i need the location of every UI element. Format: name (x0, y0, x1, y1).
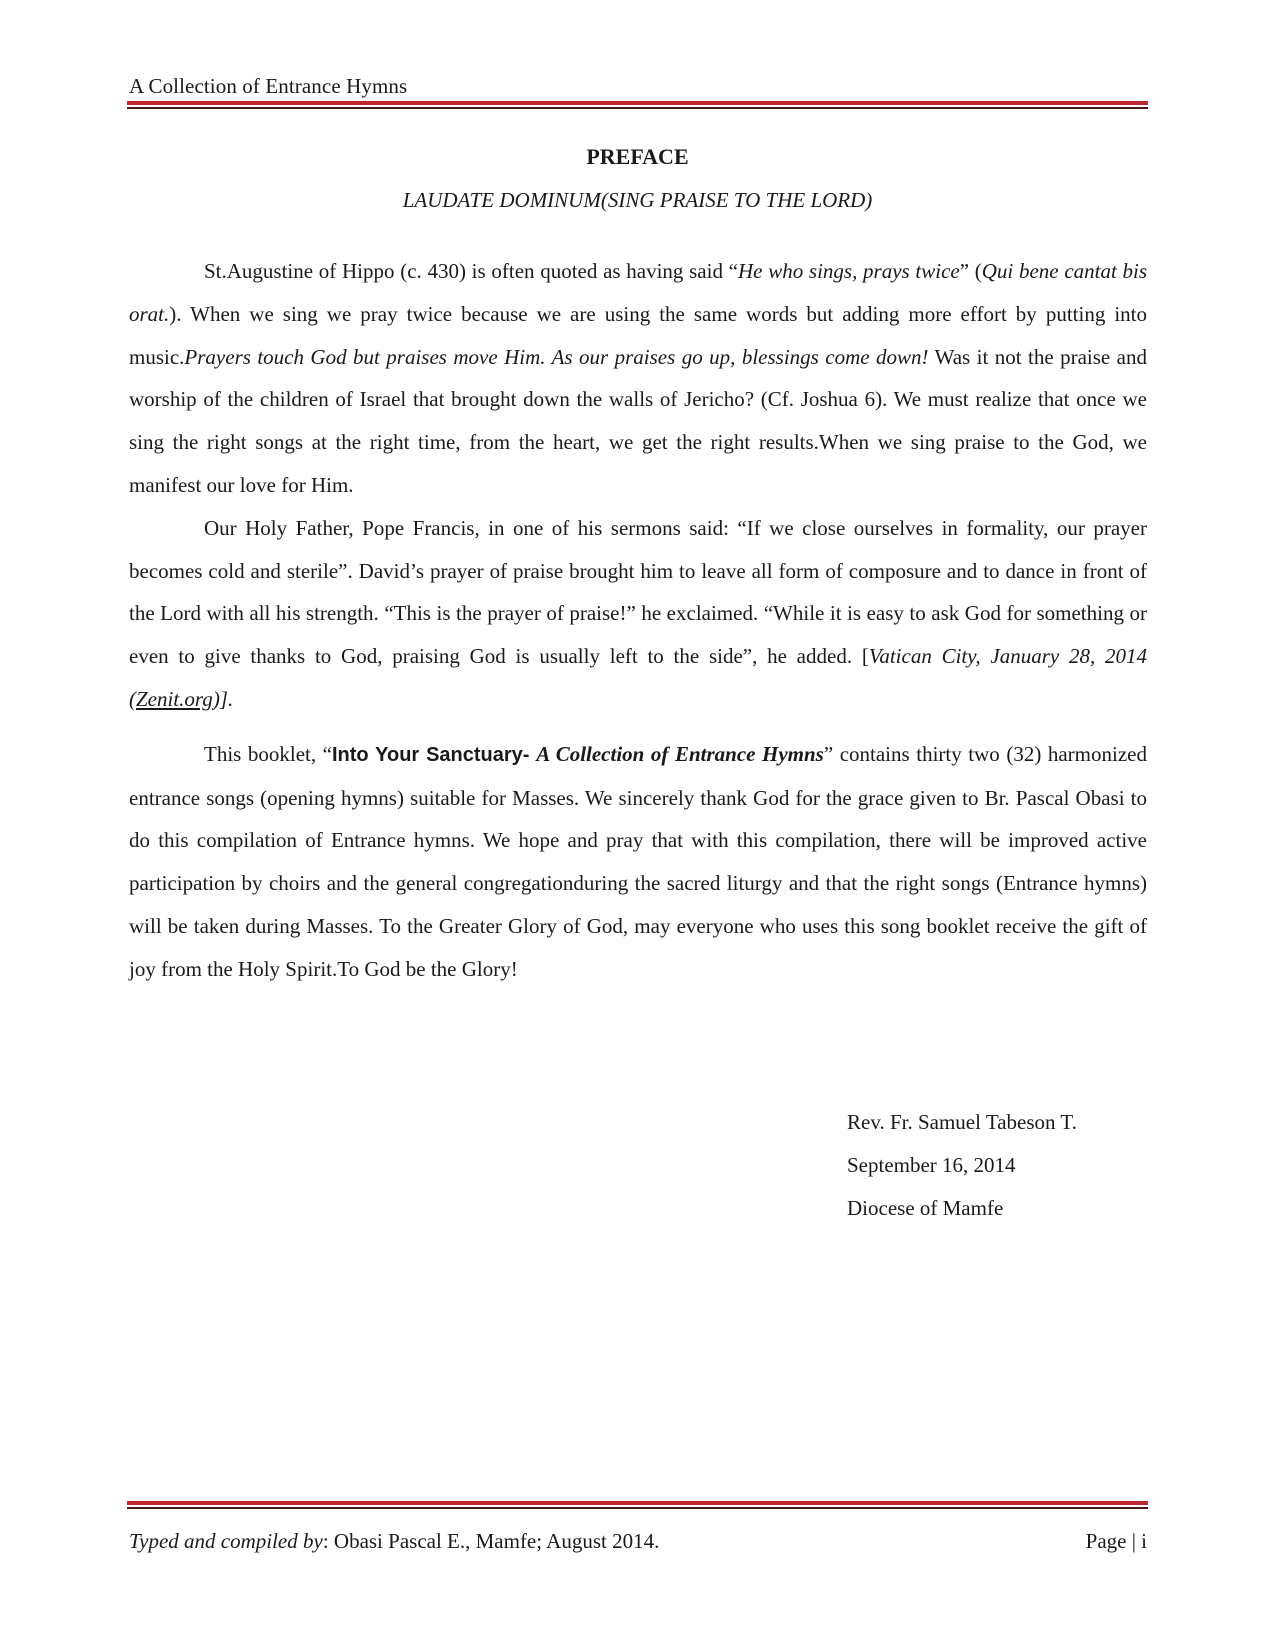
page-number: Page | i (1085, 1529, 1147, 1553)
signature-name: Rev. Fr. Samuel Tabeson T. (847, 1110, 1077, 1134)
preface-body (129, 250, 1147, 991)
paragraph-augustine: St.Augustine of Hippo (c. 430) is often quoted as having said “He who sings, prays twice” (Qui bene cantat bis orat.). When we sing we pray twice because we are using the same words but adding more effort by putting into music.Prayers touch God but praises move Him. As our praises go up, blessings come down! Was it not the praise and worship of the children of Israel that brought down the walls of Jericho? (Cf. Joshua 6). We must realize that once we sing the right songs at the right time, from the heart, we get the right results.When we sing praise to the God, we manifest our love for Him. (129, 259, 1148, 497)
page-subtitle: LAUDATE DOMINUM(SING PRAISE TO THE LORD) (402, 188, 873, 212)
footer-rule (127, 1501, 1148, 1509)
zenit-link[interactable]: Zenit.org (136, 686, 213, 711)
paragraph-pope-francis: Our Holy Father, Pope Francis, in one of his sermons said: “If we close ourselves in formality, our prayer becomes cold and sterile”. David’s prayer of praise brought him to leave all form of composure and to dance in front of the Lord with all his strength. “This is the prayer of praise!” he exclaimed. “While it is easy to ask God for something or even to give thanks to God, praising God is usually left to the side”, he added. [Vatican City, January 28, 2014 (Zenit.org)]. (129, 515, 1147, 711)
header-rule (127, 101, 1148, 109)
paragraph-booklet: This booklet, “Into Your Sanctuary- A Collection of Entrance Hymns” contains thirty two (32) harmonized entrance songs (opening hymns) suitable for Masses. We sincerely thank God for the grace given to Br. Pascal Obasi to do this compilation of Entrance hymns. We hope and pray that with this compilation, there will be improved active participation by choirs and the general congregationduring the sacred liturgy and that the right songs (Entrance hymns) will be taken during Masses. To the Greater Glory of God, may everyone who uses this song booklet receive the gift of joy from the Holy Spirit.To God be the Glory! (129, 741, 1147, 981)
signature-block (847, 1101, 1077, 1230)
signature-date: September 16, 2014 (847, 1153, 1016, 1177)
footer-credit: Typed and compiled by: Obasi Pascal E., Mamfe; August 2014. (129, 1529, 660, 1553)
page-title: PREFACE (586, 144, 689, 169)
header-title: A Collection of Entrance Hymns (129, 74, 408, 98)
signature-place: Diocese of Mamfe (847, 1196, 1004, 1220)
